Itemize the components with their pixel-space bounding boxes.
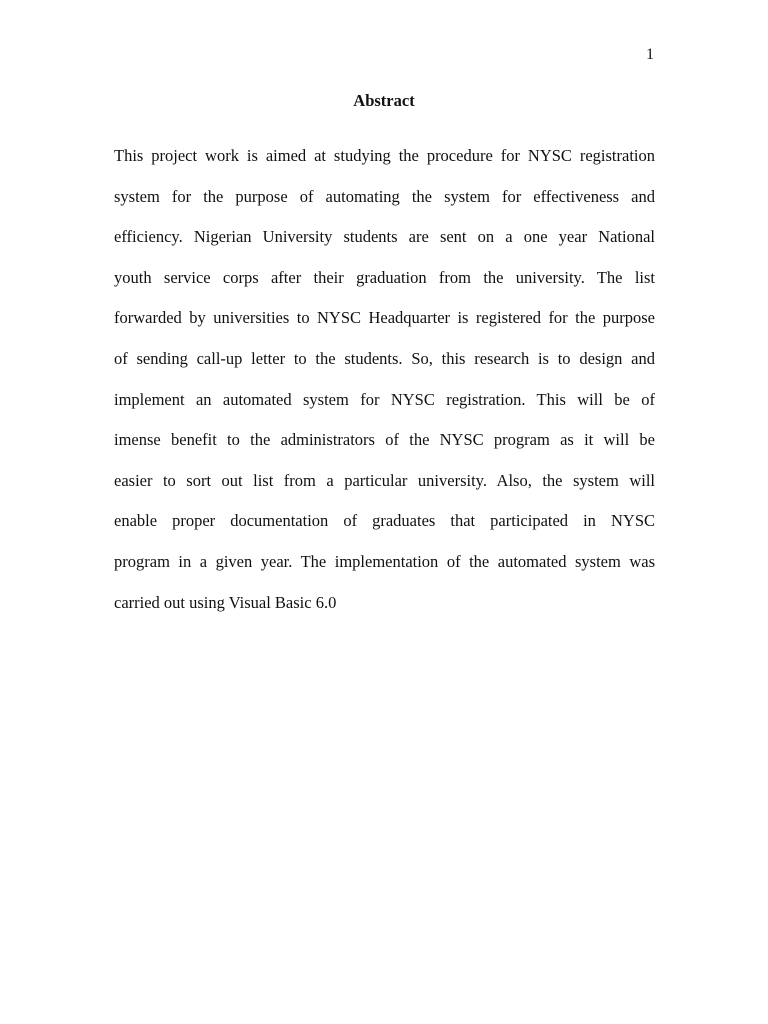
paragraph-line: enable proper documentation of graduates that participated in NYSC — [114, 511, 655, 531]
paragraph-line: efficiency. Nigerian University students are sent on a one year National — [114, 227, 655, 247]
paragraph-line: program in a given year. The implementation of the automated system was — [114, 551, 655, 571]
page-title: Abstract — [353, 91, 415, 110]
paragraph-line: carried out using Visual Basic 6.0 — [114, 592, 337, 612]
paragraph-line: youth service corps after their graduation from the university. The list — [114, 267, 655, 287]
paragraph-line: implement an automated system for NYSC registration. This will be of — [114, 389, 655, 409]
abstract-paragraph — [114, 136, 655, 623]
paragraph-line: easier to sort out list from a particular university. Also, the system will — [114, 470, 655, 490]
paragraph-line: system for the purpose of automating the system for effectiveness and — [114, 186, 655, 206]
paragraph-line: of sending call-up letter to the students. So, this research is to design and — [114, 348, 655, 368]
paragraph-line: imense benefit to the administrators of the NYSC program as it will be — [114, 430, 655, 450]
paragraph-line: This project work is aimed at studying the procedure for NYSC registration — [114, 146, 655, 165]
page-number: 1 — [646, 46, 654, 63]
paragraph-line: forwarded by universities to NYSC Headquarter is registered for the purpose — [114, 308, 655, 328]
